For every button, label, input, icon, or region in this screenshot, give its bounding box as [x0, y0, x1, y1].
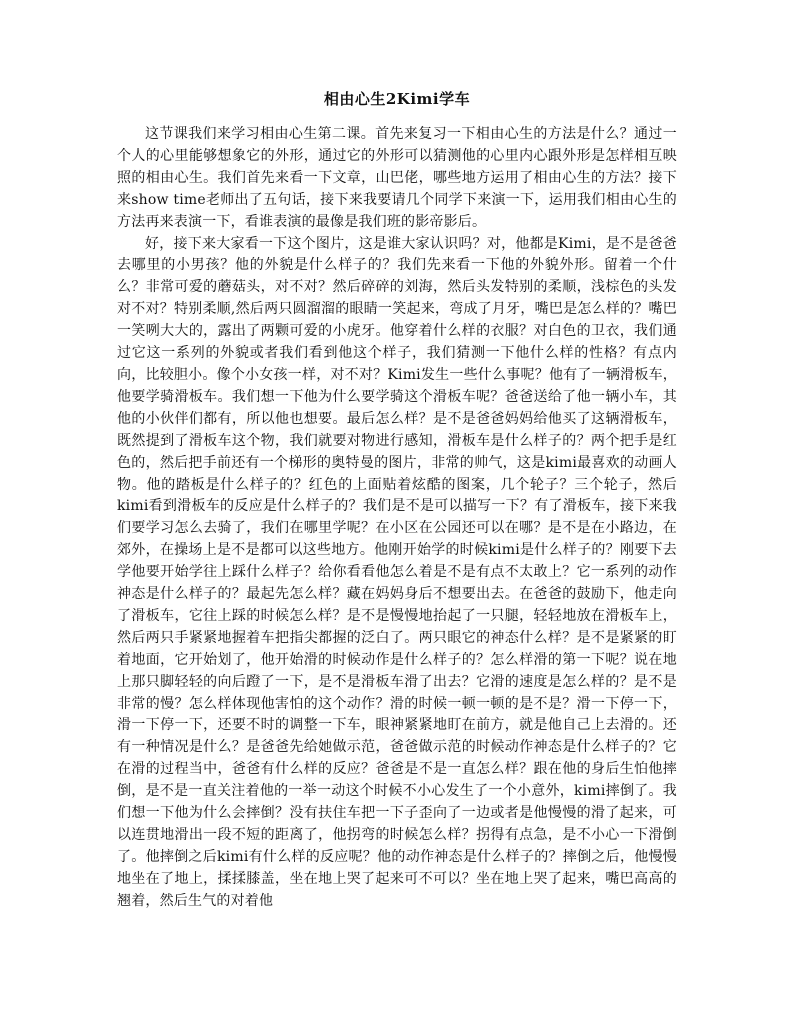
- document-title: 相由心生2Kimi学车: [323, 90, 471, 108]
- document-page: [117, 88, 677, 913]
- paragraph-2: 好，接下来大家看一下这个图片，这是谁大家认识吗？对，他都是Kimi，是不是爸爸去哪里的小男孩？他的外貌是什么样子的？我们先来看一下他的外貌外形。留着一个什么？非常可爱的蘑菇头，对不对？然后碎碎的刘海，然后头发特别的柔顺，浅棕色的头发对不对？特别柔顺,然后两只圆溜溜的眼睛一笑起来，弯成了月牙，嘴巴是怎么样的？嘴巴一笑咧大大的，露出了两颗可爱的小虎牙。他穿着什么样的衣服？对白色的卫衣，我们通过它这一系列的外貌或者我们看到他这个样子，我们猜测一下他什么样的性格？有点内向，比较胆小。像个小女孩一样，对不对？Kimi发生一些什么事呢？他有了一辆滑板车，他要学骑滑板车。我们想一下他为什么要学骑这个滑板车呢？爸爸送给了他一辆小车，其他的小伙伴们都有，所以他也想要。最后怎么样？是不是爸爸妈妈给他买了这辆滑板车，既然提到了滑板车这个物，我们就要对物进行感知，滑板车是什么样子的？两个把手是红色的，然后把手前还有一个梯形的奥特曼的图片，非常的帅气，这是kimi最喜欢的动画人物。他的踏板是什么样子的？红色的上面贴着炫酷的图案，几个轮子？三个轮子，然后kimi看到滑板车的反应是什么样子的？我们是不是可以描写一下？有了滑板车，接下来我们要学习怎么去骑了，我们在哪里学呢？在小区在公园还可以在哪？是不是在小路边，在郊外，在操场上是不是都可以这些地方。他刚开始学的时候kimi是什么样子的？刚要下去学他要开始学往上踩什么样子？给你看看他怎么着是不是有点不太敢上？它一系列的动作神态是什么样子的？最起先怎么样？藏在妈妈身后不想要出去。在爸爸的鼓励下，他走向了滑板车，它往上踩的时候怎么样？是不是慢慢地抬起了一只腿，轻轻地放在滑板车上，然后两只手紧紧地握着车把指尖都握的泛白了。两只眼它的神态什么样？是不是紧紧的盯着地面，它开始划了，他开始滑的时候动作是什么样子的？怎么样滑的第一下呢？说在地上那只脚轻轻的向后蹬了一下，是不是滑板车滑了出去？它滑的速度是怎么样的？是不是非常的慢？怎么样体现他害怕的这个动作？滑的时候一顿一顿的是不是？滑一下停一下，滑一下停一下，还要不时的调整一下车，眼神紧紧地盯在前方，就是他自己上去滑的。还有一种情况是什么？是爸爸先给她做示范，爸爸做示范的时候动作神态是什么样子的？它在滑的过程当中，爸爸有什么样的反应？爸爸是不是一直怎么样？跟在他的身后生怕他摔倒，是不是一直关注着他的一举一动这个时候不小心发生了一个小意外，kimi摔倒了。我们想一下他为什么会摔倒？没有扶住车把一下子歪向了一边或者是他慢慢的滑了起来，可以连贯地滑出一段不短的距离了，他拐弯的时候怎么样？拐得有点急，是不小心一下滑倒了。他摔倒之后kimi有什么样的反应呢？他的动作神态是什么样子的？摔倒之后，他慢慢地坐在了地上，揉揉膝盖，坐在地上哭了起来可不可以？坐在地上哭了起来，嘴巴高高的翘着，然后生气的对着他: [117, 235, 677, 909]
- paragraph-1: 这节课我们来学习相由心生第二课。首先来复习一下相由心生的方法是什么？通过一个人的心里能够想象它的外形，通过它的外形可以猜测他的心里内心跟外形是怎样相互映照的相由心生。我们首先来看一下文章，山巴佬，哪些地方运用了相由心生的方法？接下来show time老师出了五句话，接下来我要请几个同学下来演一下，运用我们相由心生的方法再来表演一下，看谁表演的最像是我们班的影帝影后。: [117, 126, 677, 230]
